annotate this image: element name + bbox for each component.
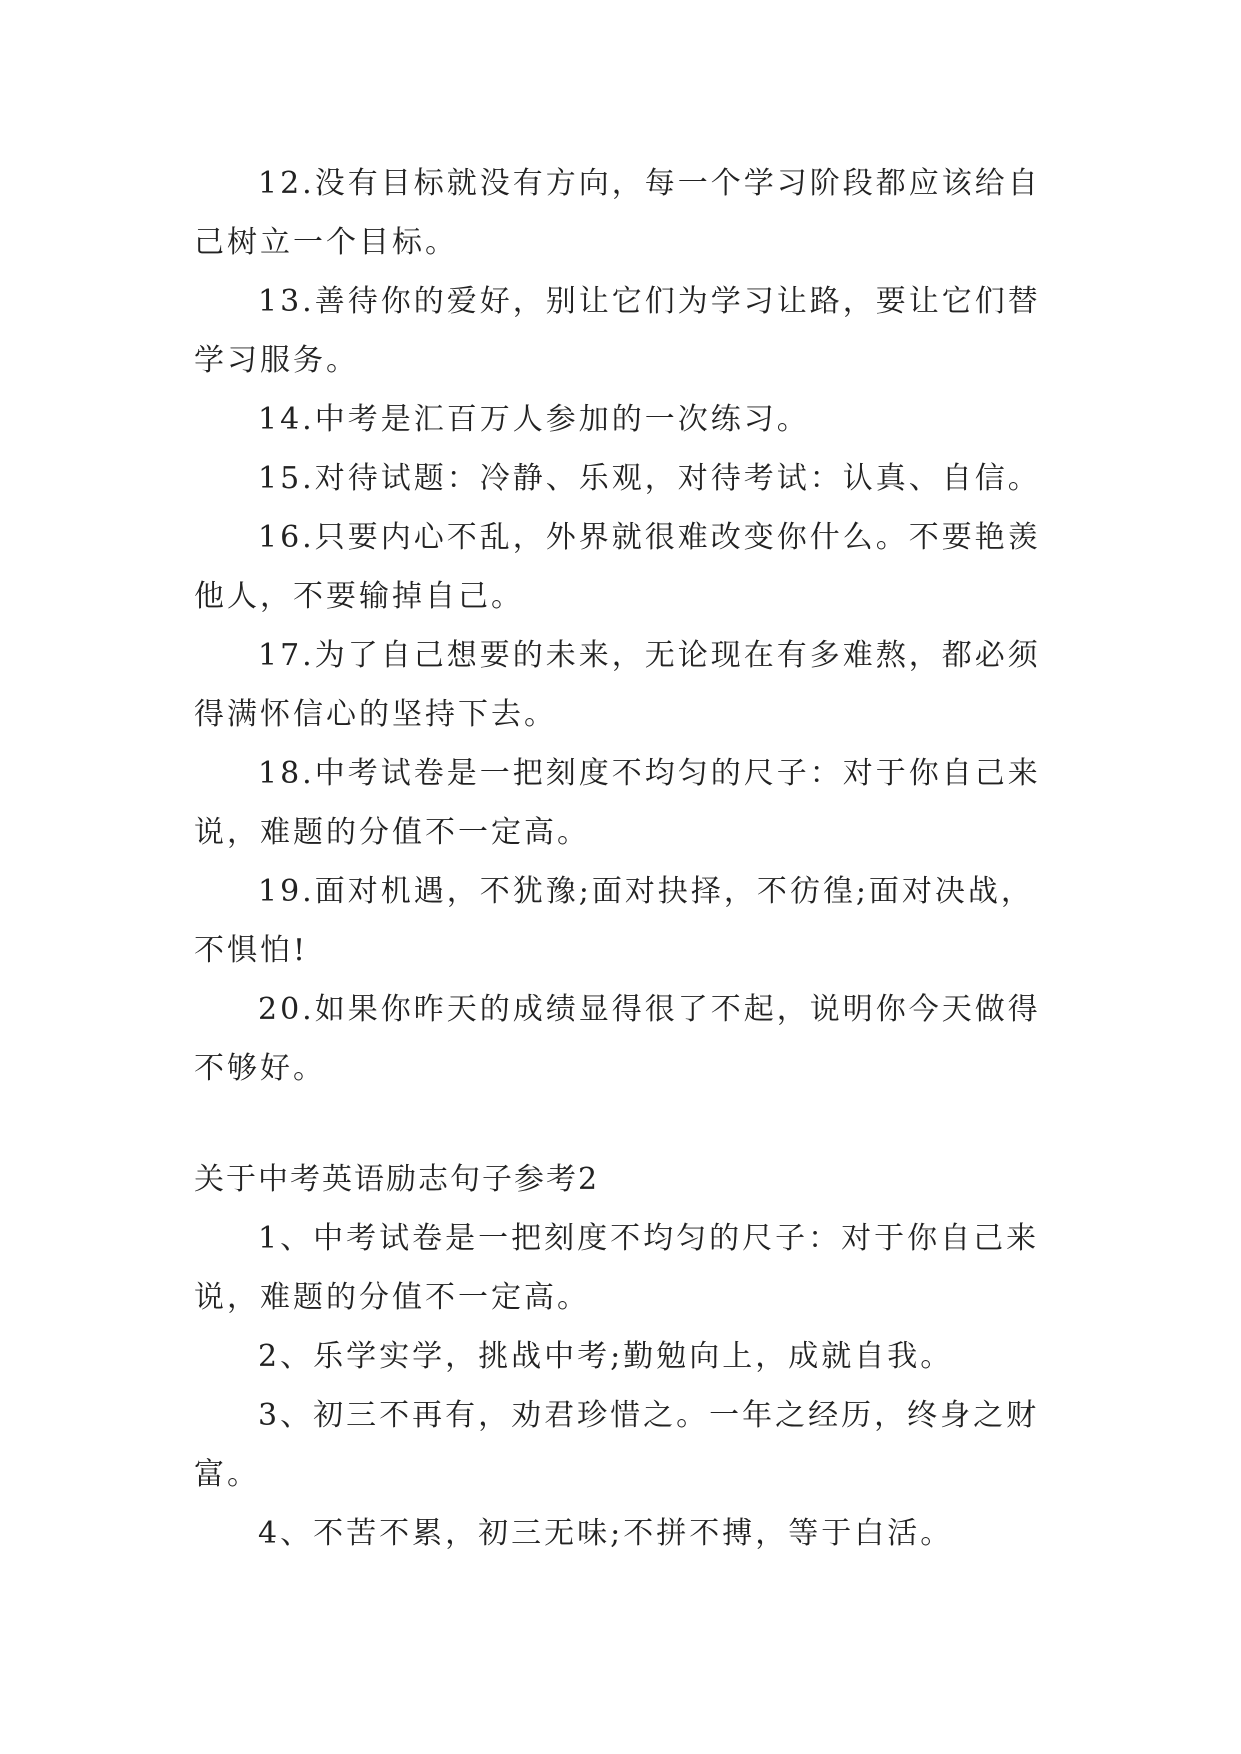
list-item: 16.只要内心不乱，外界就很难改变你什么。不要艳羡他人，不要输掉自己。	[194, 520, 1041, 614]
list-item: 20.如果你昨天的成绩显得很了不起，说明你今天做得不够好。	[194, 992, 1041, 1086]
section-spacer	[194, 1098, 1056, 1150]
section-heading: 关于中考英语励志句子参考2	[194, 1162, 600, 1197]
list-item: 17.为了自己想要的未来，无论现在有多难熬，都必须得满怀信心的坚持下去。	[194, 638, 1041, 732]
list-item: 13.善待你的爱好，别让它们为学习让路，要让它们替学习服务。	[194, 284, 1041, 378]
document-body	[194, 154, 1056, 1563]
list-item: 18.中考试卷是一把刻度不均匀的尺子：对于你自己来说，难题的分值不一定高。	[194, 756, 1041, 850]
list-item: 19.面对机遇，不犹豫;面对抉择，不彷徨;面对决战，不惧怕!	[194, 874, 1034, 968]
list-item: 4、不苦不累，初三无味;不拼不搏，等于白活。	[258, 1516, 954, 1551]
list-item: 1、中考试卷是一把刻度不均匀的尺子：对于你自己来说，难题的分值不一定高。	[194, 1221, 1040, 1315]
list-item: 12.没有目标就没有方向，每一个学习阶段都应该给自己树立一个目标。	[194, 166, 1041, 260]
list-item: 3、初三不再有，劝君珍惜之。一年之经历，终身之财富。	[194, 1398, 1040, 1492]
list-item: 2、乐学实学，挑战中考;勤勉向上，成就自我。	[258, 1339, 954, 1374]
list-item: 15.对待试题：冷静、乐观，对待考试：认真、自信。	[258, 461, 1041, 496]
list-item: 14.中考是汇百万人参加的一次练习。	[258, 402, 810, 437]
